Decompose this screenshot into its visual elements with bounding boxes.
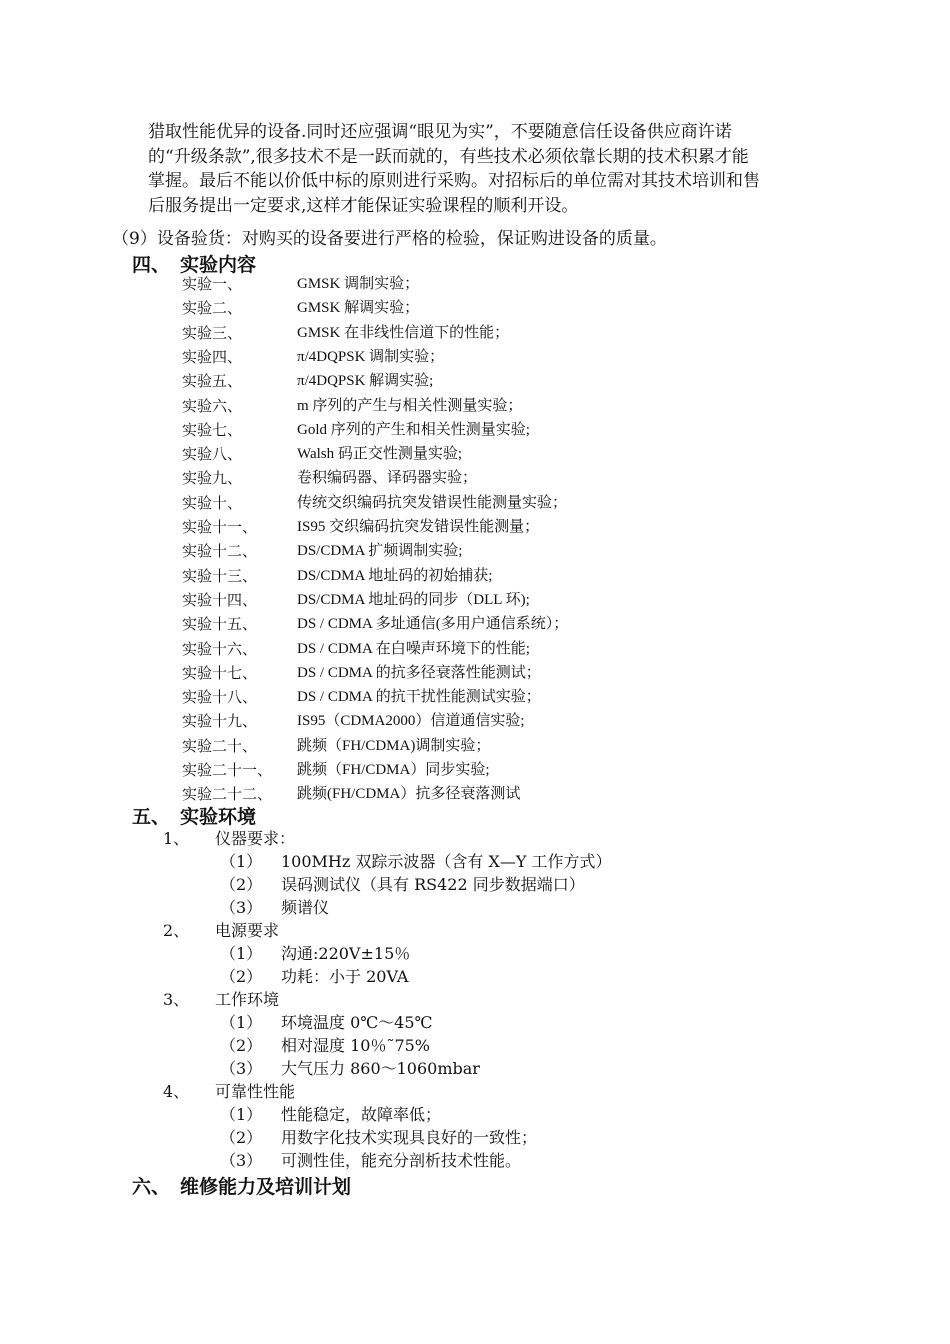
group-number: 1、 (163, 829, 190, 848)
equipment-inspection-item: （9）设备验货：对购买的设备要进行严格的检验，保证购进设备的质量。 (112, 229, 667, 249)
experiment-title: 卷积编码器、译码器实验； (297, 470, 478, 487)
experiment-label: 实验十七、 (182, 663, 258, 682)
item-text: 频谱仪 (281, 898, 330, 917)
item-text: 功耗：小于 20VA (281, 967, 409, 986)
section-heading-environment (132, 802, 256, 829)
experiment-label: 实验八、 (182, 445, 243, 464)
item-text: 可测性佳，能充分剖析技术性能。 (281, 1151, 522, 1170)
experiment-title: GMSK 调制实验； (297, 276, 420, 292)
item-number: （1） (220, 1013, 263, 1032)
group-title: 工作环境 (215, 990, 280, 1009)
experiment-label: 实验四、 (182, 347, 243, 366)
item-number: （1） (220, 944, 263, 963)
experiment-label: 实验十八、 (182, 688, 258, 707)
experiment-title: Walsh 码正交性测量实验; (297, 446, 463, 463)
item-number: （3） (220, 1151, 263, 1170)
experiment-label: 实验十、 (182, 493, 243, 512)
experiment-title: DS/CDMA 地址码的初始捕获; (297, 567, 493, 584)
experiment-title: m 序列的产生与相关性测量实验； (297, 397, 523, 414)
experiment-title: Gold 序列的产生和相关性测量实验; (297, 421, 530, 438)
item-number: （2） (220, 1036, 263, 1055)
experiment-title: DS / CDMA 多址通信(多用户通信系统）； (297, 616, 569, 633)
section-title: 维修能力及培训计划 (180, 1176, 352, 1198)
item-number: （1） (220, 852, 263, 871)
experiment-title: DS / CDMA 的抗多径衰落性能测试； (297, 664, 541, 681)
experiment-label: 实验九、 (182, 469, 243, 488)
item-text: 大气压力 860～1060mbar (281, 1059, 480, 1078)
paragraph-line: 掌握。最后不能以价低中标的原则进行采购。对招标后的单位需对其技术培训和售 (148, 171, 760, 191)
item-number: （2） (220, 967, 263, 986)
section-number: 四、 (132, 254, 171, 276)
paragraph-line: 后服务提出一定要求,这样才能保证实验课程的顺利开设。 (148, 195, 579, 216)
experiment-title: IS95 交织编码抗突发错误性能测量； (297, 519, 540, 535)
experiment-label: 实验七、 (182, 420, 243, 439)
section-title: 实验环境 (180, 806, 257, 828)
item-text: 误码测试仪（具有 RS422 同步数据端口） (281, 875, 585, 894)
experiment-label: 实验十二、 (182, 542, 258, 561)
section-title: 实验内容 (180, 254, 257, 276)
group-number: 2、 (163, 921, 190, 940)
item-text: 用数字化技术实现具良好的一致性； (281, 1128, 538, 1147)
procurement-paragraph (148, 120, 848, 218)
group-number: 3、 (163, 990, 190, 1009)
experiment-title: 跳频（FH/CDMA）同步实验; (297, 762, 490, 778)
section-heading-maintenance (132, 1172, 351, 1199)
section-number: 五、 (132, 806, 171, 828)
group-number: 4、 (163, 1082, 190, 1101)
experiment-label: 实验一、 (182, 275, 243, 293)
experiment-title: 跳频(FH/CDMA）抗多径衰落测试 (297, 786, 521, 803)
group-title: 可靠性性能 (215, 1082, 296, 1101)
item-text: 100MHz 双踪示波器（含有 X—Y 工作方式） (281, 852, 612, 871)
experiment-label: 实验五、 (182, 372, 243, 391)
experiment-label: 实验三、 (182, 323, 243, 342)
item-number: （2） (220, 875, 263, 894)
experiment-title: 传统交织编码抗突发错误性能测量实验； (297, 494, 568, 511)
experiment-label: 实验六、 (182, 396, 243, 415)
group-title: 仪器要求： (215, 829, 296, 848)
item-number: （3） (220, 1059, 263, 1078)
experiment-label: 实验二十一、 (182, 761, 273, 779)
experiment-title: DS / CDMA 的抗干扰性能测试实验； (297, 689, 541, 706)
experiment-title: GMSK 在非线性信道下的性能； (297, 324, 510, 341)
experiment-label: 实验二十二、 (182, 785, 273, 804)
experiment-title: π/4DQPSK 调制实验； (297, 348, 445, 365)
experiment-label: 实验二十、 (182, 736, 258, 755)
item-number: （1） (220, 1105, 263, 1124)
item-text: 沟通:220V±15％ (281, 944, 411, 963)
item-text: 相对湿度 10％˜75% (281, 1036, 431, 1055)
section-number: 六、 (132, 1176, 171, 1198)
experiment-title: DS / CDMA 在白噪声环境下的性能; (297, 640, 530, 657)
experiment-title: DS/CDMA 地址码的同步（DLL 环); (297, 591, 530, 608)
paragraph-line: 猎取性能优异的设备.同时还应强调“眼见为实”，不要随意信任设备供应商许诺 (148, 122, 732, 142)
experiment-label: 实验十六、 (182, 639, 258, 658)
experiment-title: GMSK 解调实验； (297, 300, 420, 317)
item-number: （3） (220, 898, 263, 917)
experiment-label: 实验十四、 (182, 590, 258, 609)
experiment-label: 实验十三、 (182, 566, 258, 585)
experiment-label: 实验二、 (182, 299, 243, 318)
experiment-label: 实验十一、 (182, 518, 258, 536)
paragraph-line: 的“升级条款”,很多技术不是一跃而就的，有些技术必须依靠长期的技术积累才能 (148, 146, 749, 167)
item-number: （2） (220, 1128, 263, 1147)
group-title: 电源要求 (215, 921, 280, 940)
experiment-title: 跳频（FH/CDMA)调制实验； (297, 737, 491, 754)
item-text: 环境温度 0℃～45℃ (281, 1013, 433, 1032)
item-text: 性能稳定，故障率低； (281, 1105, 442, 1124)
experiment-title: π/4DQPSK 解调实验; (297, 373, 434, 390)
experiment-title: DS/CDMA 扩频调制实验; (297, 543, 463, 560)
experiment-label: 实验十五、 (182, 615, 258, 634)
experiment-label: 实验十九、 (182, 712, 258, 731)
experiment-title: IS95（CDMA2000）信道通信实验; (297, 713, 525, 730)
